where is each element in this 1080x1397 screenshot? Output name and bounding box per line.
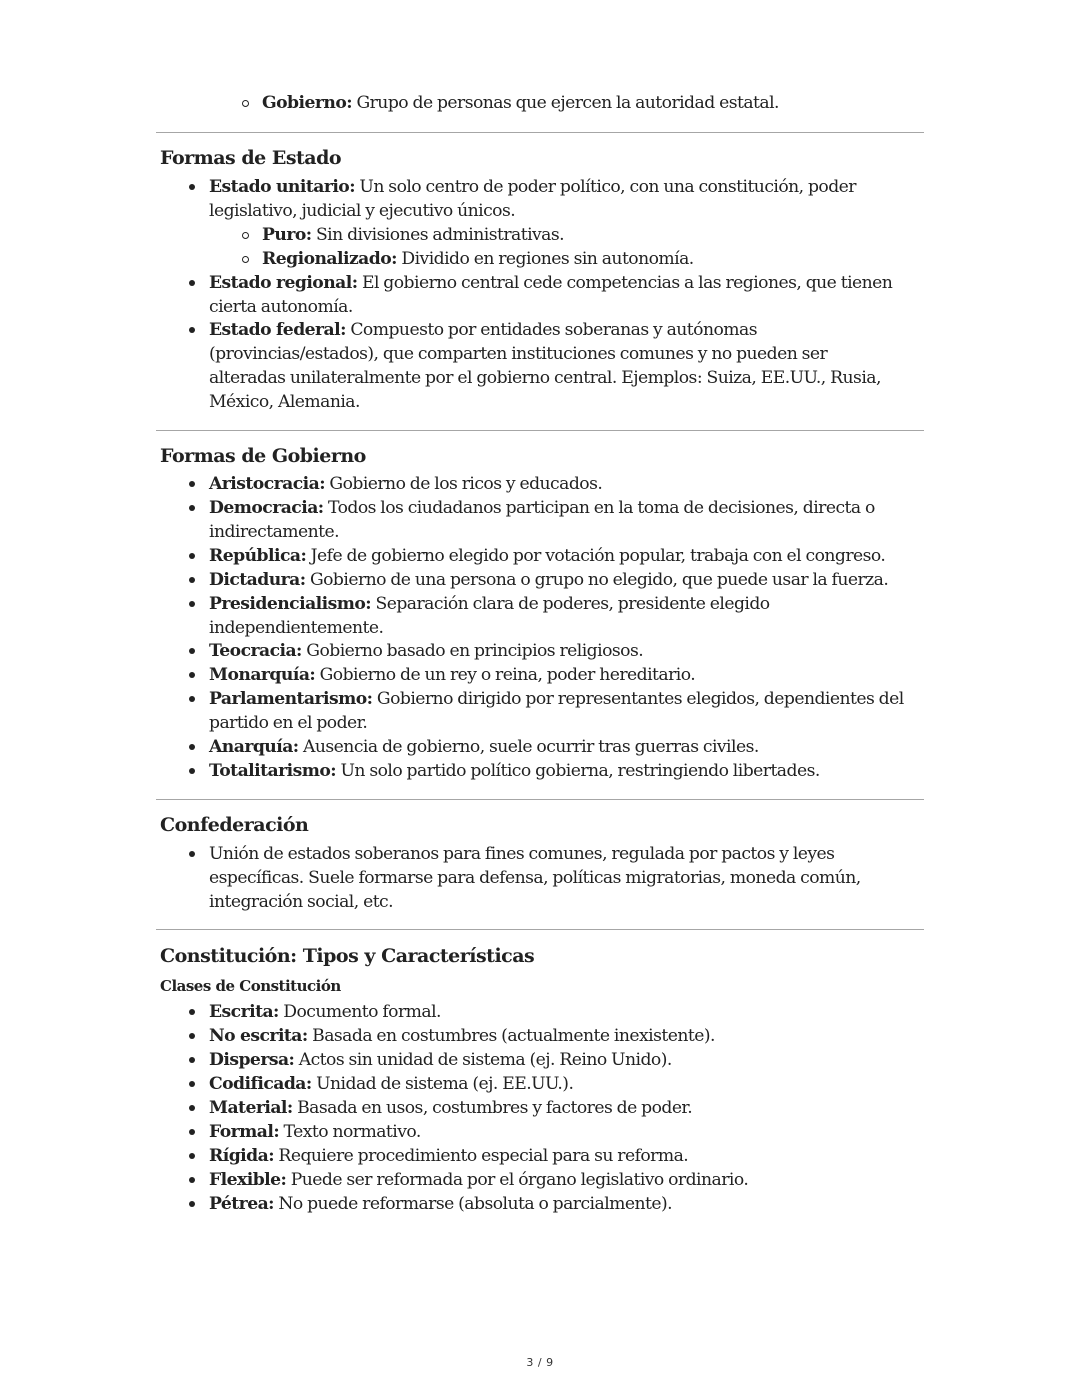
hollow-bullet-icon [242,100,249,107]
list-item: Democracia: Todos los ciudadanos participan en la toma de decisiones, directa o indirectamente. [209,496,875,544]
bullet-icon [189,1081,195,1087]
list-item: No escrita: Basada en costumbres (actualmente inexistente). [209,1024,715,1048]
bullet-icon [189,1105,195,1111]
bullet-icon [189,1177,195,1183]
list-item: Presidencialismo: Separación clara de poderes, presidente elegido independientemente. [209,592,770,640]
section-heading: Formas de Estado [160,147,342,169]
list-item: Aristocracia: Gobierno de los ricos y educados. [209,472,602,496]
page-indicator: 3 / 9 [526,1356,554,1369]
hollow-bullet-icon [242,256,249,263]
bullet-icon [189,768,195,774]
list-item: Totalitarismo: Un solo partido político gobierna, restringiendo libertades. [209,759,820,783]
list-item: Dispersa: Actos sin unidad de sistema (ej. Reino Unido). [209,1048,672,1072]
list-item: Parlamentarismo: Gobierno dirigido por representantes elegidos, dependientes del partido en el poder. [209,687,904,735]
divider [156,799,924,800]
list-item: Estado unitario: Un solo centro de poder político, con una constitución, poder legislativo, judicial y ejecutivo únicos. [209,175,856,223]
hollow-bullet-icon [242,232,249,239]
bullet-icon [189,851,195,857]
list-item: Unión de estados soberanos para fines comunes, regulada por pactos y leyes específicas. Suele formarse para defensa, políticas migratorias, moneda común, integración social, etc. [209,842,861,914]
bullet-icon [189,648,195,654]
bullet-icon [189,327,195,333]
list-item: Rígida: Requiere procedimiento especial para su reforma. [209,1144,688,1168]
bullet-icon [189,481,195,487]
bullet-icon [189,1057,195,1063]
bullet-icon [189,553,195,559]
divider [156,430,924,431]
bullet-icon [189,696,195,702]
bullet-icon [189,184,195,190]
list-item: Material: Basada en usos, costumbres y factores de poder. [209,1096,692,1120]
section-heading: Formas de Gobierno [160,445,366,467]
list-item: Dictadura: Gobierno de una persona o grupo no elegido, que puede usar la fuerza. [209,568,888,592]
list-item: Codificada: Unidad de sistema (ej. EE.UU.). [209,1072,573,1096]
bullet-icon [189,1033,195,1039]
list-item: Flexible: Puede ser reformada por el órgano legislativo ordinario. [209,1168,748,1192]
list-item: Estado regional: El gobierno central cede competencias a las regiones, que tienen cierta autonomía. [209,271,892,319]
list-item: Escrita: Documento formal. [209,1000,441,1024]
list-item: República: Jefe de gobierno elegido por votación popular, trabaja con el congreso. [209,544,885,568]
bullet-icon [189,577,195,583]
bullet-icon [189,1153,195,1159]
list-subitem: Regionalizado: Dividido en regiones sin autonomía. [262,247,694,271]
divider [156,929,924,930]
subsection-heading: Clases de Constitución [160,977,341,995]
bullet-icon [189,1129,195,1135]
list-item: Monarquía: Gobierno de un rey o reina, poder hereditario. [209,663,695,687]
bullet-icon [189,1201,195,1207]
description: Grupo de personas que ejercen la autoridad estatal. [352,93,779,113]
list-item: Estado federal: Compuesto por entidades soberanas y autónomas (provincias/estados), que comparten instituciones comunes y no pueden ser alteradas unilateralmente por el gobierno central. Ejemplos: Suiza, EE.UU., Rusia, México, Alemania. [209,318,881,414]
list-item: Teocracia: Gobierno basado en principios religiosos. [209,639,643,663]
bullet-icon [189,601,195,607]
term: Gobierno: [262,93,353,113]
list-item: Formal: Texto normativo. [209,1120,421,1144]
list-subitem [262,91,779,115]
bullet-icon [189,280,195,286]
list-subitem: Puro: Sin divisiones administrativas. [262,223,564,247]
section-heading: Constitución: Tipos y Características [160,945,535,967]
divider [156,132,924,133]
bullet-icon [189,672,195,678]
list-item: Pétrea: No puede reformarse (absoluta o parcialmente). [209,1192,672,1216]
bullet-icon [189,1009,195,1015]
list-item: Anarquía: Ausencia de gobierno, suele ocurrir tras guerras civiles. [209,735,759,759]
term: Estado unitario: [209,177,356,197]
bullet-icon [189,744,195,750]
section-heading: Confederación [160,814,309,836]
bullet-icon [189,505,195,511]
